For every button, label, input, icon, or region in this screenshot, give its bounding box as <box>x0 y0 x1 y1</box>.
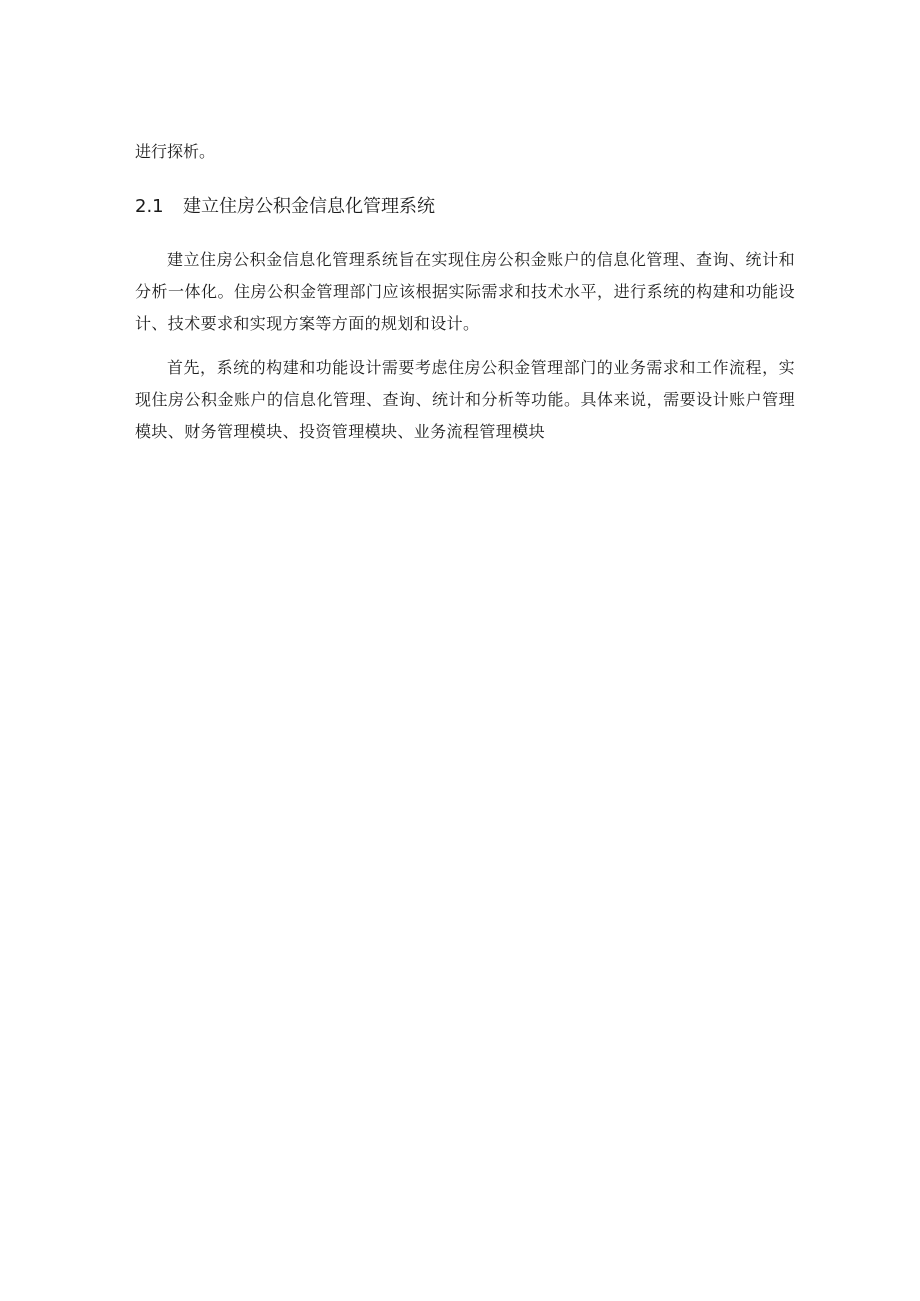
section-heading <box>135 192 795 222</box>
section-title: 建立住房公积金信息化管理系统 <box>183 196 435 217</box>
body-paragraph: 首先，系统的构建和功能设计需要考虑住房公积金管理部门的业务需求和工作流程，实现住房公积金账户的信息化管理、查询、统计和分析等功能。具体来说，需要设计账户管理模块、财务管理模块、投资管理模块、业务流程管理模块 <box>135 358 795 441</box>
section-number: 2.1 <box>135 196 164 217</box>
body-paragraph: 建立住房公积金信息化管理系统旨在实现住房公积金账户的信息化管理、查询、统计和分析一体化。住房公积金管理部门应该根据实际需求和技术水平，进行系统的构建和功能设计、技术要求和实现方案等方面的规划和设计。 <box>135 250 795 333</box>
document-body <box>135 138 795 448</box>
continuation-text: 进行探析。 <box>135 142 216 161</box>
